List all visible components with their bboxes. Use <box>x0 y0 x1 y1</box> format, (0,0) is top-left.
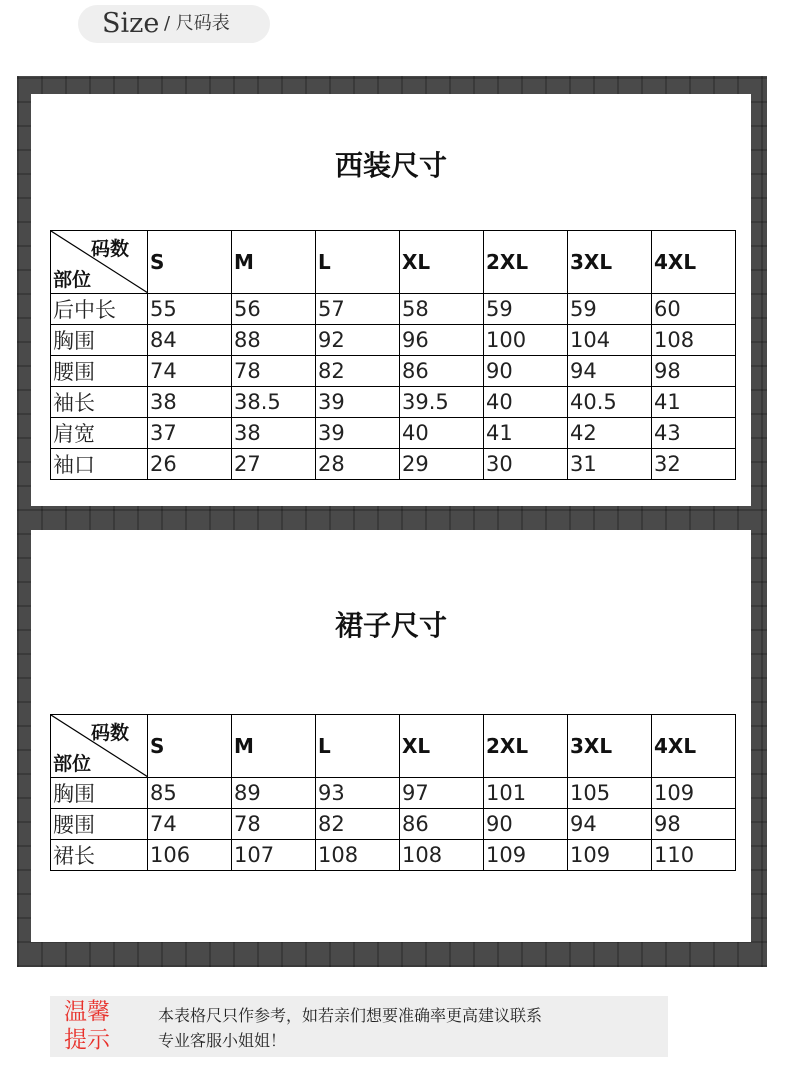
tip-box <box>50 996 668 1057</box>
size-column-header: L <box>316 231 400 294</box>
table-cell: 98 <box>652 356 736 387</box>
table-cell: 38 <box>148 387 232 418</box>
table-row <box>51 809 736 840</box>
size-column-header: 4XL <box>652 231 736 294</box>
table-cell: 40.5 <box>568 387 652 418</box>
table-cell: 105 <box>568 778 652 809</box>
table-cell: 39 <box>316 418 400 449</box>
table-cell: 30 <box>484 449 568 480</box>
skirt-title: 裙子尺寸 <box>334 609 447 642</box>
row-label: 胸围 <box>51 325 148 356</box>
table-row <box>51 356 736 387</box>
row-label: 胸围 <box>51 778 148 809</box>
table-cell: 31 <box>568 449 652 480</box>
table-cell: 59 <box>568 294 652 325</box>
table-cell: 93 <box>316 778 400 809</box>
table-cell: 55 <box>148 294 232 325</box>
table-row <box>51 325 736 356</box>
table-cell: 39.5 <box>400 387 484 418</box>
tip-label <box>64 998 118 1054</box>
table-cell: 29 <box>400 449 484 480</box>
table-cell: 38 <box>232 418 316 449</box>
table-cell: 84 <box>148 325 232 356</box>
size-column-header: M <box>232 231 316 294</box>
table-cell: 37 <box>148 418 232 449</box>
table-cell: 40 <box>484 387 568 418</box>
table-cell: 27 <box>232 449 316 480</box>
table-cell: 32 <box>652 449 736 480</box>
table-cell: 108 <box>652 325 736 356</box>
size-header <box>78 5 270 43</box>
table-cell: 92 <box>316 325 400 356</box>
size-column-header: M <box>232 715 316 778</box>
table-cell: 86 <box>400 809 484 840</box>
table-cell: 108 <box>316 840 400 871</box>
tip-text-line1: 本表格尺只作参考，如若亲们想要准确率更高建议联系 <box>158 1006 543 1025</box>
table-cell: 57 <box>316 294 400 325</box>
table-cell: 39 <box>316 387 400 418</box>
table-cell: 60 <box>652 294 736 325</box>
table-row <box>51 387 736 418</box>
table-cell: 89 <box>232 778 316 809</box>
corner-part-label: 部位 <box>53 269 92 291</box>
table-cell: 78 <box>232 809 316 840</box>
table-cell: 90 <box>484 356 568 387</box>
tip-label-line2: 提示 <box>64 1027 110 1053</box>
table-cell: 90 <box>484 809 568 840</box>
size-column-header: S <box>148 231 232 294</box>
size-chart-label: / 尺码表 <box>164 13 230 34</box>
table-cell: 26 <box>148 449 232 480</box>
table-cell: 110 <box>652 840 736 871</box>
corner-size-label: 码数 <box>90 238 129 260</box>
table-cell: 106 <box>148 840 232 871</box>
row-label: 腰围 <box>51 356 148 387</box>
row-label: 肩宽 <box>51 418 148 449</box>
size-column-header: 2XL <box>484 231 568 294</box>
corner-cell <box>51 715 148 778</box>
table-cell: 107 <box>232 840 316 871</box>
table-cell: 94 <box>568 356 652 387</box>
row-label: 裙长 <box>51 840 148 871</box>
tip-text-line2: 专业客服小姐姐！ <box>158 1031 287 1050</box>
size-column-header: XL <box>400 231 484 294</box>
size-column-header: 4XL <box>652 715 736 778</box>
table-cell: 41 <box>652 387 736 418</box>
corner-size-label: 码数 <box>90 722 129 744</box>
size-column-header: 2XL <box>484 715 568 778</box>
table-row <box>51 418 736 449</box>
corner-part-label: 部位 <box>53 753 92 775</box>
table-cell: 43 <box>652 418 736 449</box>
table-cell: 97 <box>400 778 484 809</box>
table-cell: 96 <box>400 325 484 356</box>
suit-size-table <box>50 230 736 480</box>
table-cell: 100 <box>484 325 568 356</box>
header-row <box>51 231 736 294</box>
suit-panel <box>31 94 751 506</box>
row-label: 袖口 <box>51 449 148 480</box>
table-cell: 86 <box>400 356 484 387</box>
size-column-header: 3XL <box>568 715 652 778</box>
size-column-header: 3XL <box>568 231 652 294</box>
size-column-header: L <box>316 715 400 778</box>
suit-title: 西装尺寸 <box>334 149 447 182</box>
table-row <box>51 294 736 325</box>
size-title: Size <box>102 8 160 39</box>
table-row <box>51 449 736 480</box>
table-cell: 82 <box>316 356 400 387</box>
table-cell: 74 <box>148 356 232 387</box>
table-cell: 104 <box>568 325 652 356</box>
tip-text <box>158 1003 542 1053</box>
table-cell: 58 <box>400 294 484 325</box>
table-cell: 38.5 <box>232 387 316 418</box>
table-cell: 59 <box>484 294 568 325</box>
table-cell: 78 <box>232 356 316 387</box>
table-cell: 109 <box>484 840 568 871</box>
table-cell: 109 <box>652 778 736 809</box>
tip-label-line1: 温馨 <box>64 999 110 1025</box>
size-column-header: XL <box>400 715 484 778</box>
table-cell: 109 <box>568 840 652 871</box>
skirt-panel <box>31 530 751 942</box>
table-row <box>51 778 736 809</box>
row-label: 袖长 <box>51 387 148 418</box>
table-cell: 42 <box>568 418 652 449</box>
table-cell: 88 <box>232 325 316 356</box>
size-column-header: S <box>148 715 232 778</box>
table-cell: 101 <box>484 778 568 809</box>
table-row <box>51 840 736 871</box>
table-cell: 40 <box>400 418 484 449</box>
table-cell: 98 <box>652 809 736 840</box>
table-cell: 28 <box>316 449 400 480</box>
table-cell: 74 <box>148 809 232 840</box>
table-cell: 108 <box>400 840 484 871</box>
skirt-size-table <box>50 714 736 871</box>
table-cell: 82 <box>316 809 400 840</box>
table-cell: 41 <box>484 418 568 449</box>
corner-cell <box>51 231 148 294</box>
table-cell: 85 <box>148 778 232 809</box>
table-cell: 94 <box>568 809 652 840</box>
row-label: 腰围 <box>51 809 148 840</box>
row-label: 后中长 <box>51 294 148 325</box>
header-row <box>51 715 736 778</box>
table-cell: 56 <box>232 294 316 325</box>
